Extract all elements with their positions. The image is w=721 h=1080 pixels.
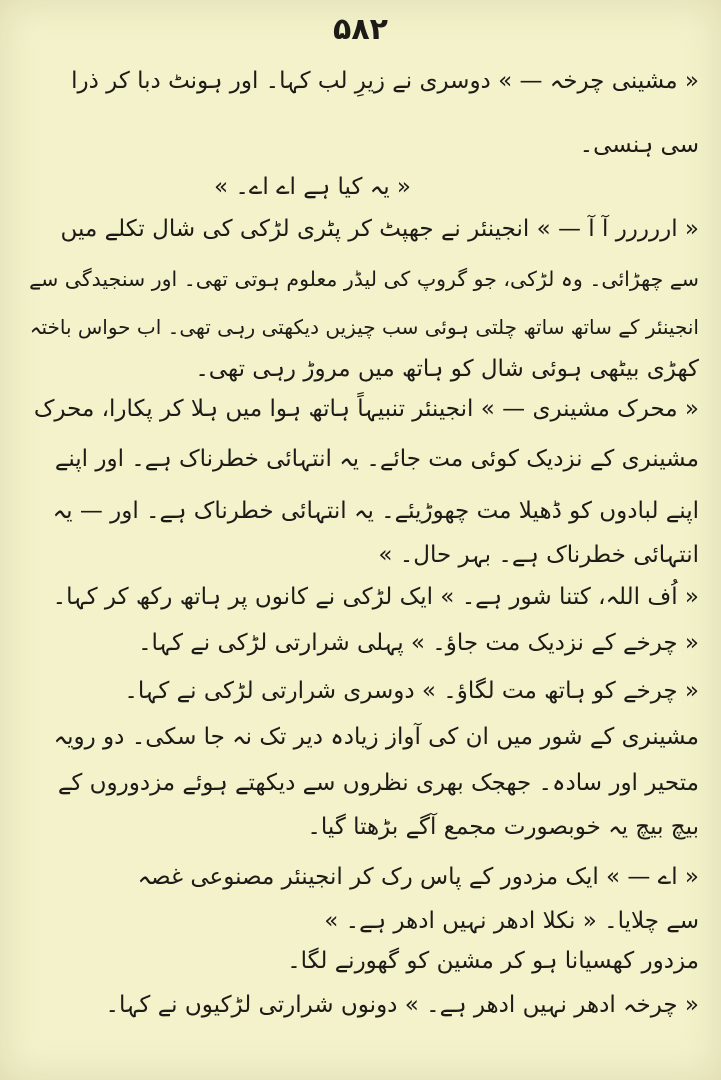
text-line: سے چھڑائی۔ وہ لڑکی، جو گروپ کی لیڈر معلوم ہوتی تھی۔ اور سنجیدگی سے [29,267,699,291]
text-line: مشینری کے شور میں ان کی آواز زیادہ دیر تک نہ جا سکی۔ دو رویہ [53,724,699,750]
text-line: « مشینی چرخہ — » دوسری نے زیرِ لب کہا۔ اور ہونٹ دبا کر ذرا [71,68,699,94]
page-number: ۵۸۲ [333,12,388,47]
text-line: متحیر اور سادہ۔ جھجک بھری نظروں سے دیکھتے ہوئے مزدوروں کے [57,770,699,796]
text-line: بیچ بیچ یہ خوبصورت مجمع آگے بڑھتا گیا۔ [307,814,699,840]
text-line: « محرک مشینری — » انجینئر تنبیہاً ہاتھ ہوا میں ہلا کر پکارا، محرک [33,396,699,422]
text-line: مزدور کھسیانا ہو کر مشین کو گھورنے لگا۔ [287,948,699,974]
text-line: اپنے لبادوں کو ڈھیلا مت چھوڑیئے۔ یہ انتہائی خطرناک ہے۔ اور — یہ [52,498,699,524]
text-line: کھڑی بیٹھی ہوئی شال کو ہاتھ میں مروڑ رہی تھی۔ [195,356,699,382]
text-line: « اے — » ایک مزدور کے پاس رک کر انجینئر مصنوعی غصہ [137,864,699,890]
text-line: سی ہنسی۔ [579,132,699,158]
text-line: انجینئر کے ساتھ ساتھ چلتی ہوئی سب چیزیں دیکھتی رہی تھی۔ اب حواس باختہ [29,315,699,339]
text-line: « چرخہ ادھر نہیں ادھر ہے۔ » دونوں شرارتی لڑکیوں نے کہا۔ [105,992,699,1018]
text-line: انتہائی خطرناک ہے۔ بہر حال۔ » [378,542,699,568]
text-line: « چرخے کے نزدیک مت جاؤ۔ » پہلی شرارتی لڑکی نے کہا۔ [138,630,699,656]
text-line: سے چلایا۔ « نکلا ادھر نہیں ادھر ہے۔ » [324,908,699,934]
text-line: « اُف اللہ، کتنا شور ہے۔ » ایک لڑکی نے کانوں پر ہاتھ رکھ کر کہا۔ [52,584,699,610]
text-line: « اررررر آ آ — » انجینئر نے جھپٹ کر پٹری لڑکی کی شال تکلے میں [60,216,699,242]
text-line: مشینری کے نزدیک کوئی مت جائے۔ یہ انتہائی خطرناک ہے۔ اور اپنے [54,446,699,472]
text-line: « یہ کیا ہے اے اے۔ » [214,174,411,200]
text-line: « چرخے کو ہاتھ مت لگاؤ۔ » دوسری شرارتی لڑکی نے کہا۔ [124,678,699,704]
